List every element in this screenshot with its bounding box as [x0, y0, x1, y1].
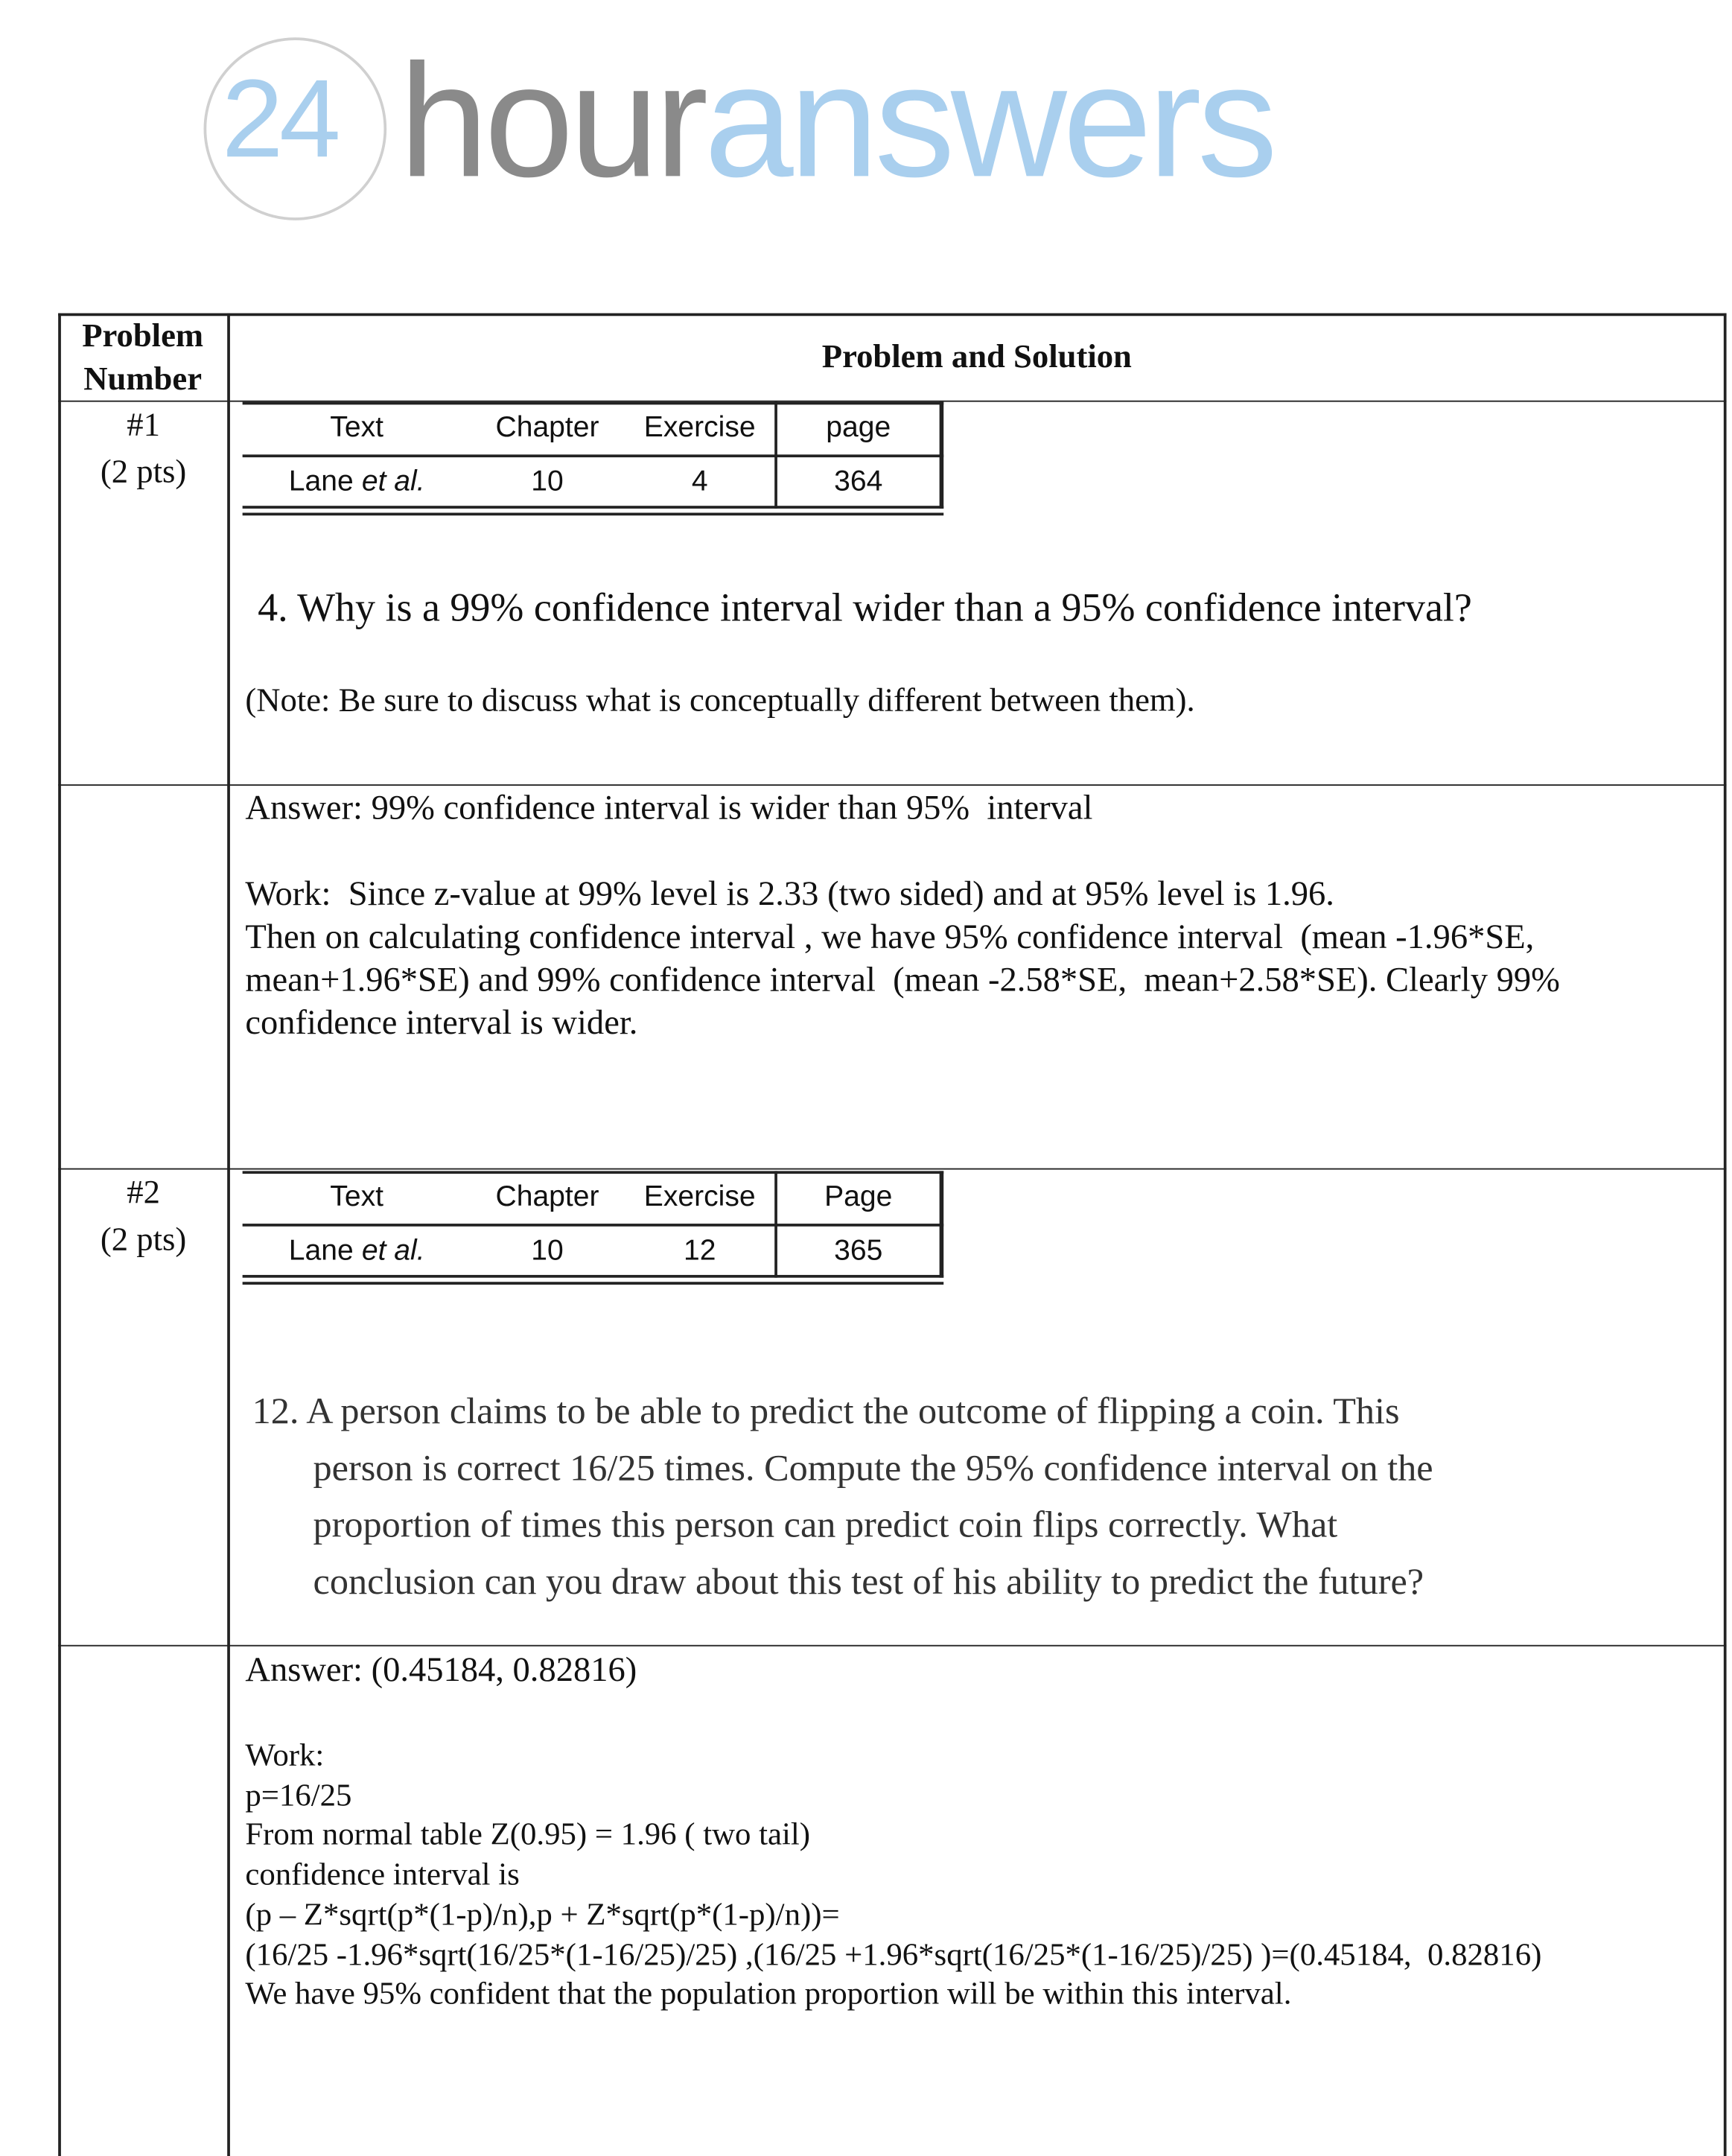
work-line: confidence interval is [245, 1857, 520, 1892]
work-line: confidence interval is wider. [245, 1005, 638, 1043]
header-line: Number [83, 361, 203, 398]
question-text [252, 1383, 1433, 1610]
ref-text-etal: et al. [361, 465, 425, 498]
question-line: person is correct 16/25 times. Compute the 95% confidence interval on the [313, 1446, 1433, 1489]
ref-exercise: 12 [683, 1234, 716, 1267]
work-line: (p – Z*sqrt(p*(1-p)/n),p + Z*sqrt(p*(1-p)/n))= [245, 1897, 840, 1932]
answer-text: Answer: (0.45184, 0.82816) [245, 1652, 637, 1690]
ref-header-page: page [826, 411, 891, 444]
ref-header-exercise: Exercise [643, 1180, 756, 1213]
problem-points: (2 pts) [100, 454, 187, 491]
work-line: Work: Since z-value at 99% level is 2.33 (two sided) and at 95% level is 1.96. [245, 876, 1334, 914]
work-line: p=16/25 [245, 1777, 352, 1813]
work-line: From normal table Z(0.95) = 1.96 ( two tail) [245, 1817, 811, 1852]
ref-header-page: Page [824, 1180, 893, 1213]
question-line: 12. A person claims to be able to predict the outcome of flipping a coin. This [252, 1390, 1400, 1432]
logo-word-gray: hour [398, 30, 704, 211]
ref-exercise: 4 [691, 465, 708, 498]
ref-header-text: Text [330, 411, 383, 444]
reference-table [243, 402, 944, 516]
work-line: Then on calculating confidence interval , we have 95% confidence interval (mean -1.96*SE, [245, 918, 1535, 956]
problem-number: #2 [127, 1174, 160, 1212]
reference-table [243, 1171, 944, 1285]
ref-text-etal: et al. [361, 1234, 425, 1267]
ref-header-chapter: Chapter [495, 1180, 599, 1213]
ref-chapter: 10 [531, 465, 564, 498]
header-line: Problem [82, 318, 204, 355]
question-line: proportion of times this person can predict coin flips correctly. What [313, 1503, 1338, 1545]
logo-word-blue: answers [704, 30, 1274, 211]
question-line: conclusion can you draw about this test of his ability to predict the future? [313, 1560, 1424, 1603]
ref-chapter: 10 [531, 1234, 564, 1267]
work-line: (16/25 -1.96*sqrt(16/25*(1-16/25)/25) ,(16/25 +1.96*sqrt(16/25*(1-16/25)/25) )=(0.45184, 0.82816) [245, 1936, 1542, 1972]
logo-number: 24 [221, 57, 337, 180]
header-problem-solution: Problem and Solution [821, 339, 1132, 376]
ref-text-author: Lane [288, 1234, 354, 1267]
work-line: We have 95% confident that the population proportion will be within this interval. [245, 1976, 1292, 2012]
work-line: Work: [245, 1737, 325, 1772]
ref-header-text: Text [330, 1180, 383, 1213]
question-note: (Note: Be sure to discuss what is conceptually different between them). [245, 683, 1195, 719]
ref-text [270, 465, 444, 499]
header-problem-number [58, 316, 227, 401]
ref-page: 364 [834, 465, 883, 498]
answer-text: Answer: 99% confidence interval is wider than 95% interval [245, 789, 1093, 827]
work-line: mean+1.96*SE) and 99% confidence interval (mean -2.58*SE, mean+2.58*SE). Clearly 99% [245, 961, 1560, 999]
ref-text-author: Lane [288, 465, 354, 498]
logo-wordmark [399, 28, 1273, 213]
work-block [245, 1737, 1541, 2015]
ref-header-exercise: Exercise [643, 411, 756, 444]
question-text: 4. Why is a 99% confidence interval wider than a 95% confidence interval? [258, 586, 1472, 631]
problem-number: #1 [127, 407, 160, 444]
work-block [245, 873, 1559, 1045]
ref-page: 365 [834, 1234, 883, 1267]
ref-text [270, 1235, 444, 1268]
ref-header-chapter: Chapter [495, 411, 599, 444]
problem-points: (2 pts) [100, 1222, 187, 1259]
